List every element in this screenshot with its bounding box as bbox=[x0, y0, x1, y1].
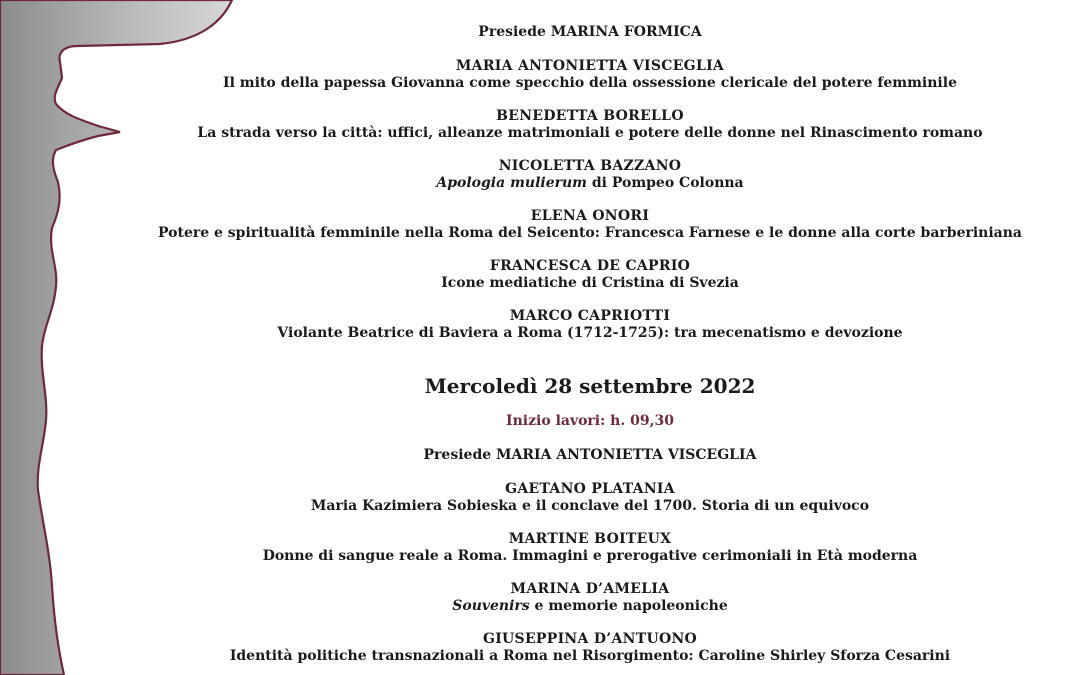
speaker-name: BENEDETTA BORELLO bbox=[496, 108, 684, 124]
talk-title: Violante Beatrice di Baviera a Roma (1712-1725): tra mecenatismo e devozione bbox=[277, 325, 903, 341]
talk-title-rest: di Pompeo Colonna bbox=[586, 175, 744, 191]
talk-title-italic: Apologia mulierum bbox=[436, 175, 587, 191]
talk-title: Maria Kazimiera Sobieska e il conclave del 1700. Storia di un equivoco bbox=[310, 498, 870, 514]
speaker-name: ELENA ONORI bbox=[530, 208, 650, 224]
session1-chair: Presiede MARINA FORMICA bbox=[478, 24, 702, 40]
speaker-name: GAETANO PLATANIA bbox=[505, 481, 675, 497]
speaker-name: GIUSEPPINA D’ANTUONO bbox=[482, 631, 698, 647]
talk-title: Donne di sangue reale a Roma. Immagini e prerogative cerimoniali in Età moderna bbox=[262, 548, 918, 564]
talk-title: La strada verso la città: uffici, alleanze matrimoniali e potere delle donne nel Rinascimento romano bbox=[197, 125, 983, 141]
speaker-name: FRANCESCA DE CAPRIO bbox=[489, 258, 691, 274]
speaker-name: MARINA D’AMELIA bbox=[510, 581, 670, 597]
talk-title: Identità politiche transnazionali a Roma nel Risorgimento: Caroline Shirley Sforza Cesarini bbox=[229, 648, 951, 664]
speaker-name: MARCO CAPRIOTTI bbox=[509, 308, 671, 324]
session2-chair: Presiede MARIA ANTONIETTA VISCEGLIA bbox=[423, 447, 757, 463]
talk-title bbox=[100, 175, 1080, 191]
speaker-name: MARIA ANTONIETTA VISCEGLIA bbox=[455, 58, 725, 74]
talk-title: Il mito della papessa Giovanna come specchio della ossessione clericale del potere femminile bbox=[223, 75, 957, 91]
talk-title bbox=[100, 598, 1080, 614]
day-heading: Mercoledì 28 settembre 2022 bbox=[424, 374, 756, 398]
talk-title: Icone mediatiche di Cristina di Svezia bbox=[441, 275, 739, 291]
talk-title-italic: Souvenirs bbox=[452, 598, 530, 614]
start-time: Inizio lavori: h. 09,30 bbox=[506, 413, 674, 429]
talk-title-rest: e memorie napoleoniche bbox=[529, 598, 728, 614]
speaker-name: NICOLETTA BAZZANO bbox=[498, 158, 682, 174]
talk-title: Potere e spiritualità femminile nella Roma del Seicento: Francesca Farnese e le donne alla corte barberiniana bbox=[157, 225, 1022, 241]
speaker-name: MARTINE BOITEUX bbox=[508, 531, 672, 547]
